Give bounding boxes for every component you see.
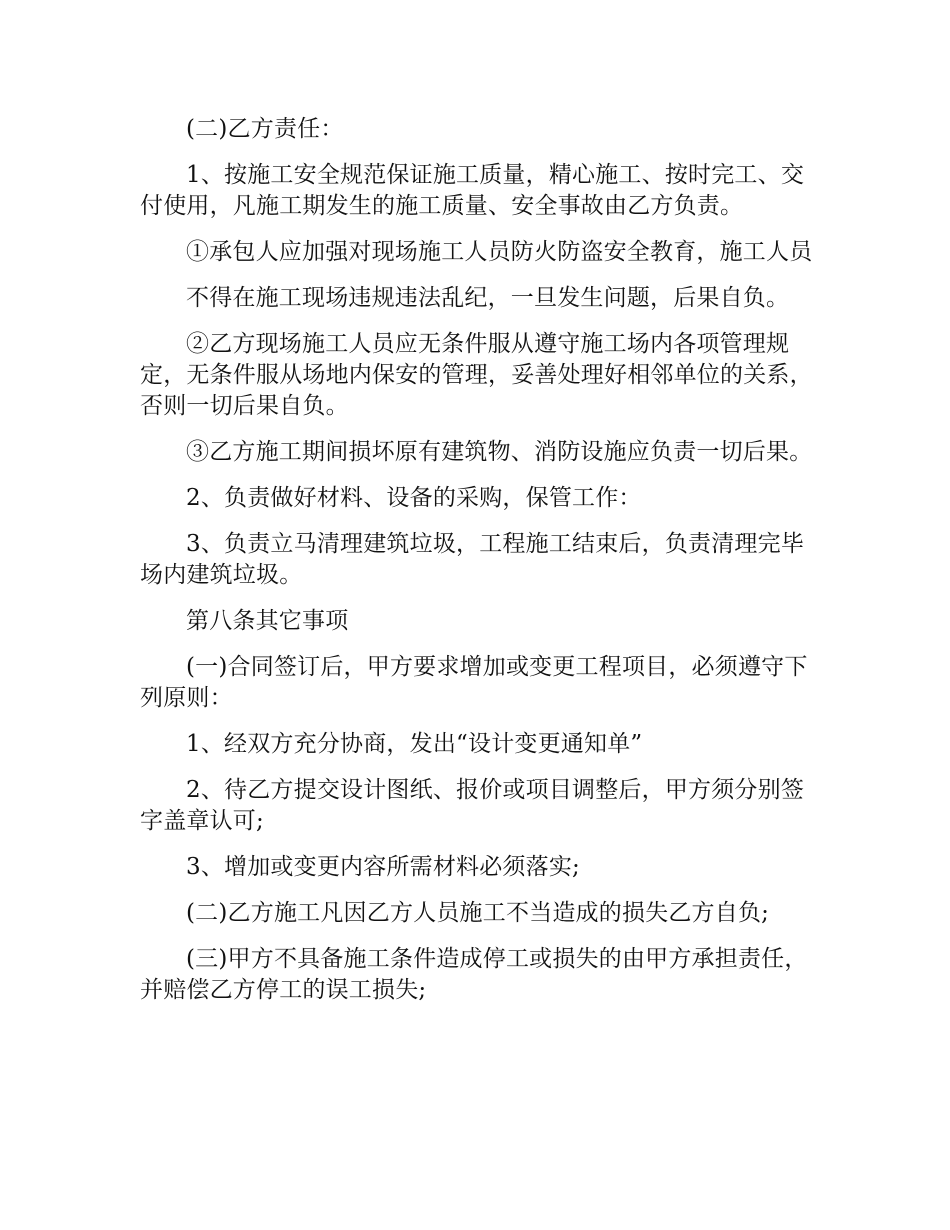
article-eight-heading: 第八条其它事项 [186, 608, 349, 634]
section-heading-party-b-responsibility: (二)乙方责任： [186, 116, 344, 142]
paragraph-sign-approval: 2、待乙方提交设计图纸、报价或项目调整后，甲方须分别签字盖章认可; [140, 777, 805, 834]
document-page [140, 114, 815, 1021]
paragraph-party-a-stoppage: (三)甲方不具备施工条件造成停工或损失的由甲方承担责任，并赔偿乙方停工的误工损失; [140, 946, 808, 1003]
paragraph-no-violations: 不得在施工现场违规违法乱纪，一旦发生问题，后果自负。 [186, 285, 790, 311]
paragraph-materials-confirmed: 3、增加或变更内容所需材料必须落实; [186, 854, 580, 880]
paragraph-fire-theft-education: ①承包人应加强对现场施工人员防火防盗安全教育，施工人员 [186, 239, 813, 265]
paragraph-party-b-losses: (二)乙方施工凡因乙方人员施工不当造成的损失乙方自负; [186, 900, 770, 926]
paragraph-change-notice: 1、经双方充分协商，发出“设计变更通知单” [186, 731, 643, 757]
paragraph-change-principles: (一)合同签订后，甲方要求增加或变更工程项目，必须遵守下列原则： [140, 654, 808, 711]
paragraph-materials-procurement: 2、负责做好材料、设备的采购，保管工作： [186, 485, 642, 511]
paragraph-damage-liability: ③乙方施工期间损坏原有建筑物、消防设施应负责一切后果。 [186, 439, 813, 465]
paragraph-obey-site-rules: ②乙方现场施工人员应无条件服从遵守施工场内各项管理规定，无条件服从场地内保安的管理，妥善处理好相邻单位的关系，否则一切后果自负。 [140, 331, 813, 419]
paragraph-waste-cleanup: 3、负责立马清理建筑垃圾，工程施工结束后，负责清理完毕场内建筑垃圾。 [140, 531, 805, 588]
paragraph-construction-quality: 1、按施工安全规范保证施工质量，精心施工、按时完工、交付使用，凡施工期发生的施工质量、安全事故由乙方负责。 [140, 162, 805, 219]
